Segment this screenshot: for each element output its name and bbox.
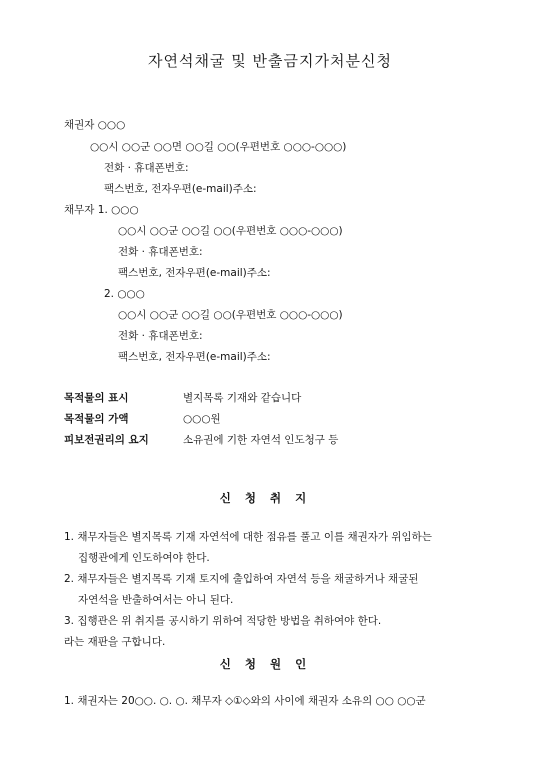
- cause-heading: 신청원인: [219, 657, 321, 671]
- debtor2-phone: 전화 · 휴대폰번호:: [118, 330, 203, 342]
- purpose-heading: 신청취지: [219, 491, 321, 505]
- debtor1-address: ○○시 ○○군 ○○길 ○○(우편번호 ○○○-○○○): [118, 225, 343, 237]
- purpose-item1-line1: 1. 채무자들은 별지목록 기재 자연석에 대한 점유를 풀고 이를 채권자가 위임하는: [64, 531, 432, 543]
- creditor-label: 채권자 ○○○: [64, 119, 126, 131]
- price-value: ○○○원: [183, 413, 221, 425]
- debtor2-address: ○○시 ○○군 ○○길 ○○(우편번호 ○○○-○○○): [118, 309, 343, 321]
- purpose-item2-line2: 자연석을 반출하여서는 아니 된다.: [78, 594, 234, 606]
- document-title: 자연석채굴 및 반출금지가처분신청: [148, 52, 392, 70]
- target-label: 목적물의 표시: [64, 392, 129, 404]
- debtor2-label: 2. ○○○: [104, 288, 145, 300]
- purpose-item3-line1: 3. 집행관은 위 취지를 공시하기 위하여 적당한 방법을 취하여야 한다.: [64, 615, 382, 627]
- protected-right-value: 소유권에 기한 자연석 인도청구 등: [183, 434, 339, 446]
- creditor-phone: 전화 · 휴대폰번호:: [104, 162, 189, 174]
- debtor-label: 채무자 1. ○○○: [64, 204, 139, 216]
- protected-right-label: 피보전권리의 요지: [64, 434, 149, 446]
- target-value: 별지목록 기재와 같습니다: [183, 392, 302, 404]
- debtor1-phone: 전화 · 휴대폰번호:: [118, 246, 203, 258]
- debtor1-fax-email: 팩스번호, 전자우편(e-mail)주소:: [118, 267, 271, 279]
- purpose-item2-line1: 2. 채무자들은 별지목록 기재 토지에 출입하여 자연석 등을 채굴하거나 채굴된: [64, 573, 419, 585]
- purpose-item1-line2: 집행관에게 인도하여야 한다.: [78, 552, 210, 564]
- debtor2-fax-email: 팩스번호, 전자우편(e-mail)주소:: [118, 351, 271, 363]
- purpose-closing: 라는 재판을 구합니다.: [64, 636, 166, 648]
- price-label: 목적물의 가액: [64, 413, 129, 425]
- creditor-address: ○○시 ○○군 ○○면 ○○길 ○○(우편번호 ○○○-○○○): [90, 141, 347, 153]
- creditor-fax-email: 팩스번호, 전자우편(e-mail)주소:: [104, 183, 257, 195]
- cause-item1-line1: 1. 채권자는 20○○. ○. ○. 채무자 ◇①◇와의 사이에 채권자 소유의 ○○ ○○군: [64, 695, 426, 707]
